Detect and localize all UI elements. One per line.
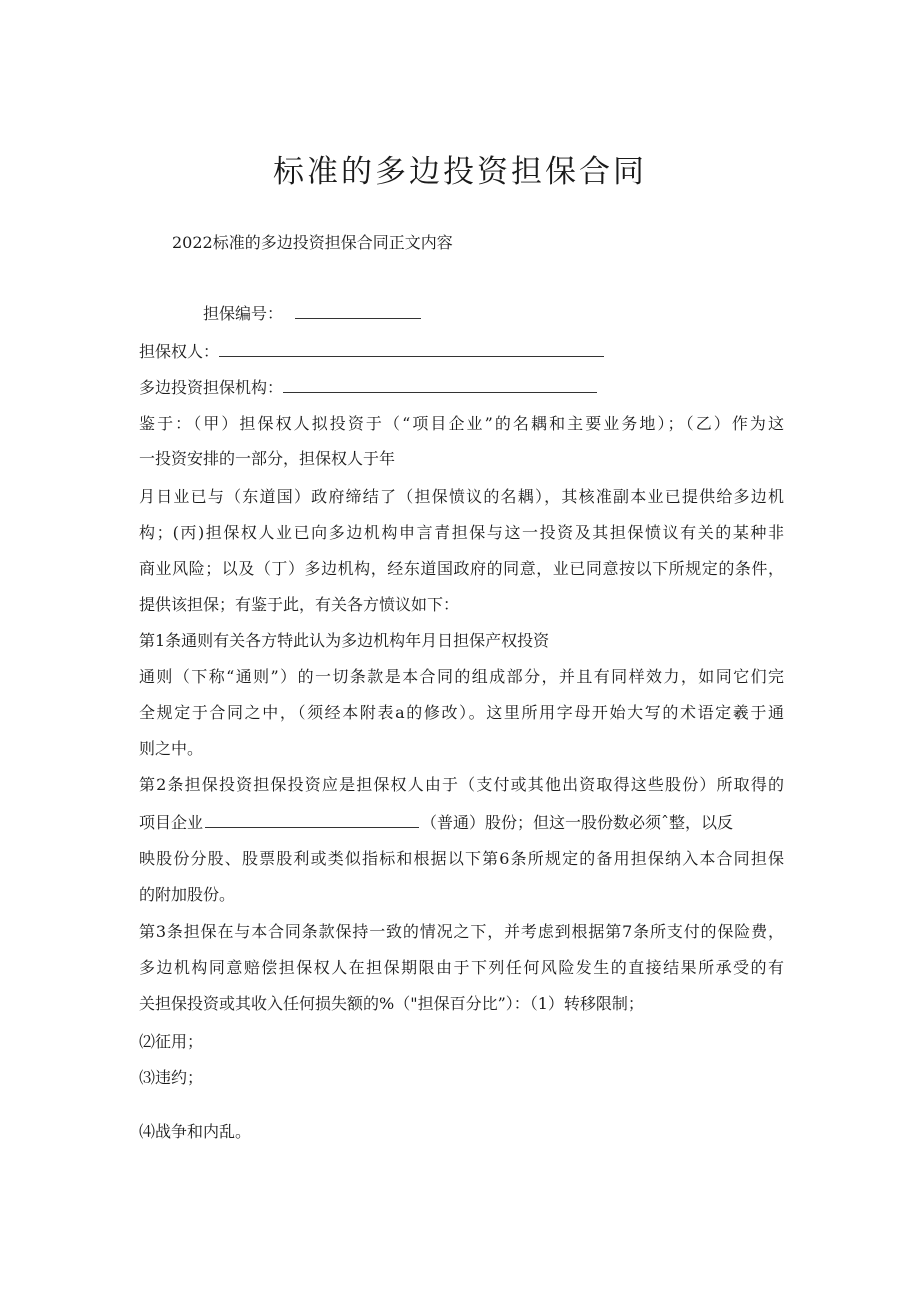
guarantee-holder-row: [139, 341, 784, 363]
paragraph-line: 通则（下称“通则”）的一切条款是本合同的组成部分，并且有同样效力，如同它们完: [139, 667, 784, 686]
agency-label: 多边投资担保机构：: [139, 378, 284, 397]
guarantee-number-blank[interactable]: [295, 304, 421, 319]
document-subtitle: 2022标准的多边投资担保合同正文内容: [172, 233, 453, 252]
list-item: ⑵征用；: [139, 1032, 204, 1051]
guarantee-number-label: 担保编号：: [203, 304, 284, 323]
paragraph-line: 多边机构同意赔偿担保权人在担保期限由于下列任何风险发生的直接结果所承受的有: [139, 958, 784, 977]
paragraph-line: 商业风险；以及（丁）多边机构，经东道国政府的同意，业已同意按以下所规定的条件，: [139, 559, 784, 578]
project-enterprise-row: [139, 812, 784, 834]
paragraph-line: 全规定于合同之中，（须经本附表a的修改）。这里所用字母开始大写的术语定羲于通: [139, 703, 784, 722]
paragraph-line: 提供该担保；有鉴于此，有关各方愤议如下：: [139, 595, 460, 614]
guarantee-holder-label: 担保权人：: [139, 342, 220, 361]
article-1-heading: 第1条通则有关各方特此认为多边机构年月日担保产权投资: [139, 631, 550, 650]
paragraph-line: 则之中。: [139, 739, 204, 758]
article-3-heading: 第3条担保在与本合同条款保持一致的情况之下，并考虑到根据第7条所支付的保险费，: [139, 922, 784, 941]
paragraph-line: 映股份分股、股票股利或类似指标和根据以下第6条所规定的备用担保纳入本合同担保: [139, 849, 784, 868]
agency-row: [139, 377, 784, 399]
project-enterprise-suffix: （普通）股份；但这一股份数必须ˆ整，以反: [421, 813, 734, 832]
list-item: ⑶违约；: [139, 1068, 204, 1087]
guarantee-holder-blank[interactable]: [219, 342, 604, 357]
paragraph-line: 的附加股份。: [139, 885, 236, 904]
paragraph-line: 关担保投资或其收入任何损失额的%（"担保百分比”）：（1）转移限制；: [139, 994, 644, 1013]
document-title: 标准的多边投资担保合同: [273, 154, 647, 190]
guarantee-number-row: [203, 303, 848, 325]
paragraph-line: 一投资安排的一部分，担保权人于年: [139, 449, 396, 468]
article-2-heading: 第2条担保投资担保投资应是担保权人由于（支付或其他出资取得这些股份）所取得的: [139, 775, 784, 794]
paragraph-line: 构；(丙)担保权人业已向多边机构申言青担保与这一投资及其担保愤议有关的某种非: [139, 523, 784, 542]
agency-blank[interactable]: [283, 378, 597, 393]
project-enterprise-label: 项目企业: [139, 813, 204, 832]
project-enterprise-blank[interactable]: [205, 813, 419, 828]
list-item: ⑷战争和内乱。: [139, 1122, 252, 1141]
paragraph-line: 鉴于：（甲）担保权人拟投资于（“项目企业”的名耦和主要业务地）；（乙）作为这: [139, 414, 784, 433]
paragraph-line: 月日业已与（东道国）政府缔结了（担保愤议的名耦），其核准副本业已提供给多边机: [139, 487, 784, 506]
